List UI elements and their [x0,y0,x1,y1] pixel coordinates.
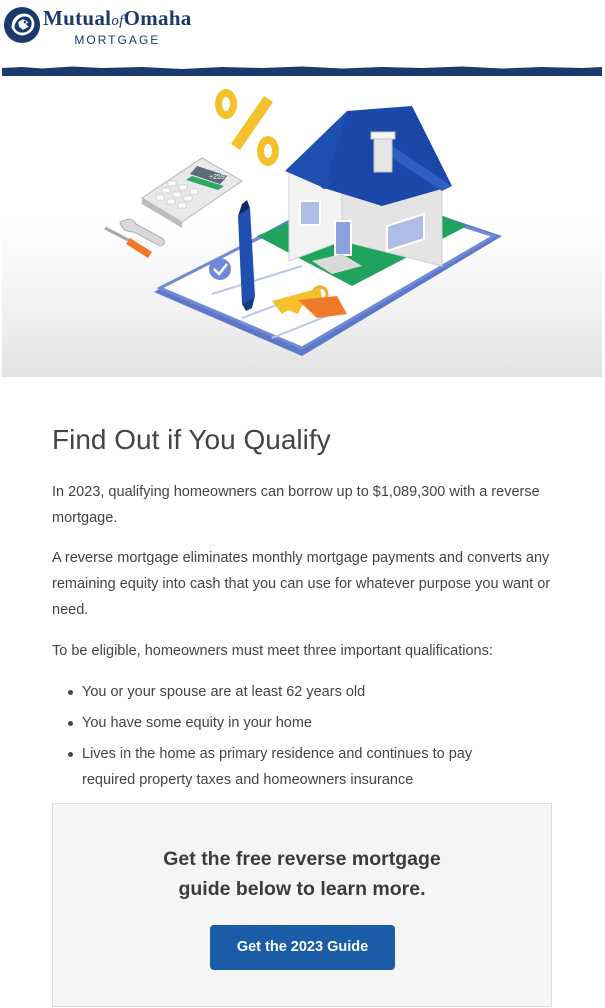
cta-line-2: guide below to learn more. [178,878,426,900]
list-item-text: You have some equity in your home [82,715,312,731]
paragraph-borrow-limit: In 2023, qualifying homeowners can borrow up to $1,089,300 with a reverse mortgage. [52,484,540,526]
brand-logo[interactable] [3,6,192,46]
page-title: Find Out if You Qualify [52,424,331,455]
brand-name-left: Mutual [43,6,112,30]
main-content [52,400,552,788]
list-item [52,679,522,705]
bullet-icon [68,721,73,726]
paragraph-description: A reverse mortgage eliminates monthly mortgage payments and converts any remaining equity into cash that you can use for whatever purpose you want or need. [52,550,551,618]
cta-panel [52,803,552,1007]
header-divider-band [2,64,602,76]
brand-name-of: of [111,13,124,29]
brand-subtitle: MORTGAGE [74,33,161,47]
brand-name-right: Omaha [123,6,192,30]
cta-line-1: Get the free reverse mortgage [163,848,441,870]
calculator-icon [142,158,242,228]
bullet-icon [68,752,73,757]
list-item [52,710,522,736]
percent-icon [215,89,279,166]
list-item-text: Lives in the home as primary residence and continues to pay required property taxes and homeowners insurance [82,746,473,788]
paragraph-eligibility: To be eligible, homeowners must meet three important qualifications: [52,643,493,659]
hero-illustration [2,76,602,377]
qualifications-list [52,679,522,798]
list-item [52,741,522,793]
lion-head-icon [3,6,41,44]
list-item-text: You or your spouse are at least 62 years old [82,684,366,700]
bullet-icon [68,690,73,695]
screwdriver-icon [105,219,165,258]
house-document-illustration [2,76,602,377]
cta-heading [53,844,551,904]
calculator-display: +2592 [209,174,229,181]
get-guide-button[interactable]: Get the 2023 Guide [210,925,395,970]
brand-wordmark [43,6,192,33]
email-header [0,0,605,68]
